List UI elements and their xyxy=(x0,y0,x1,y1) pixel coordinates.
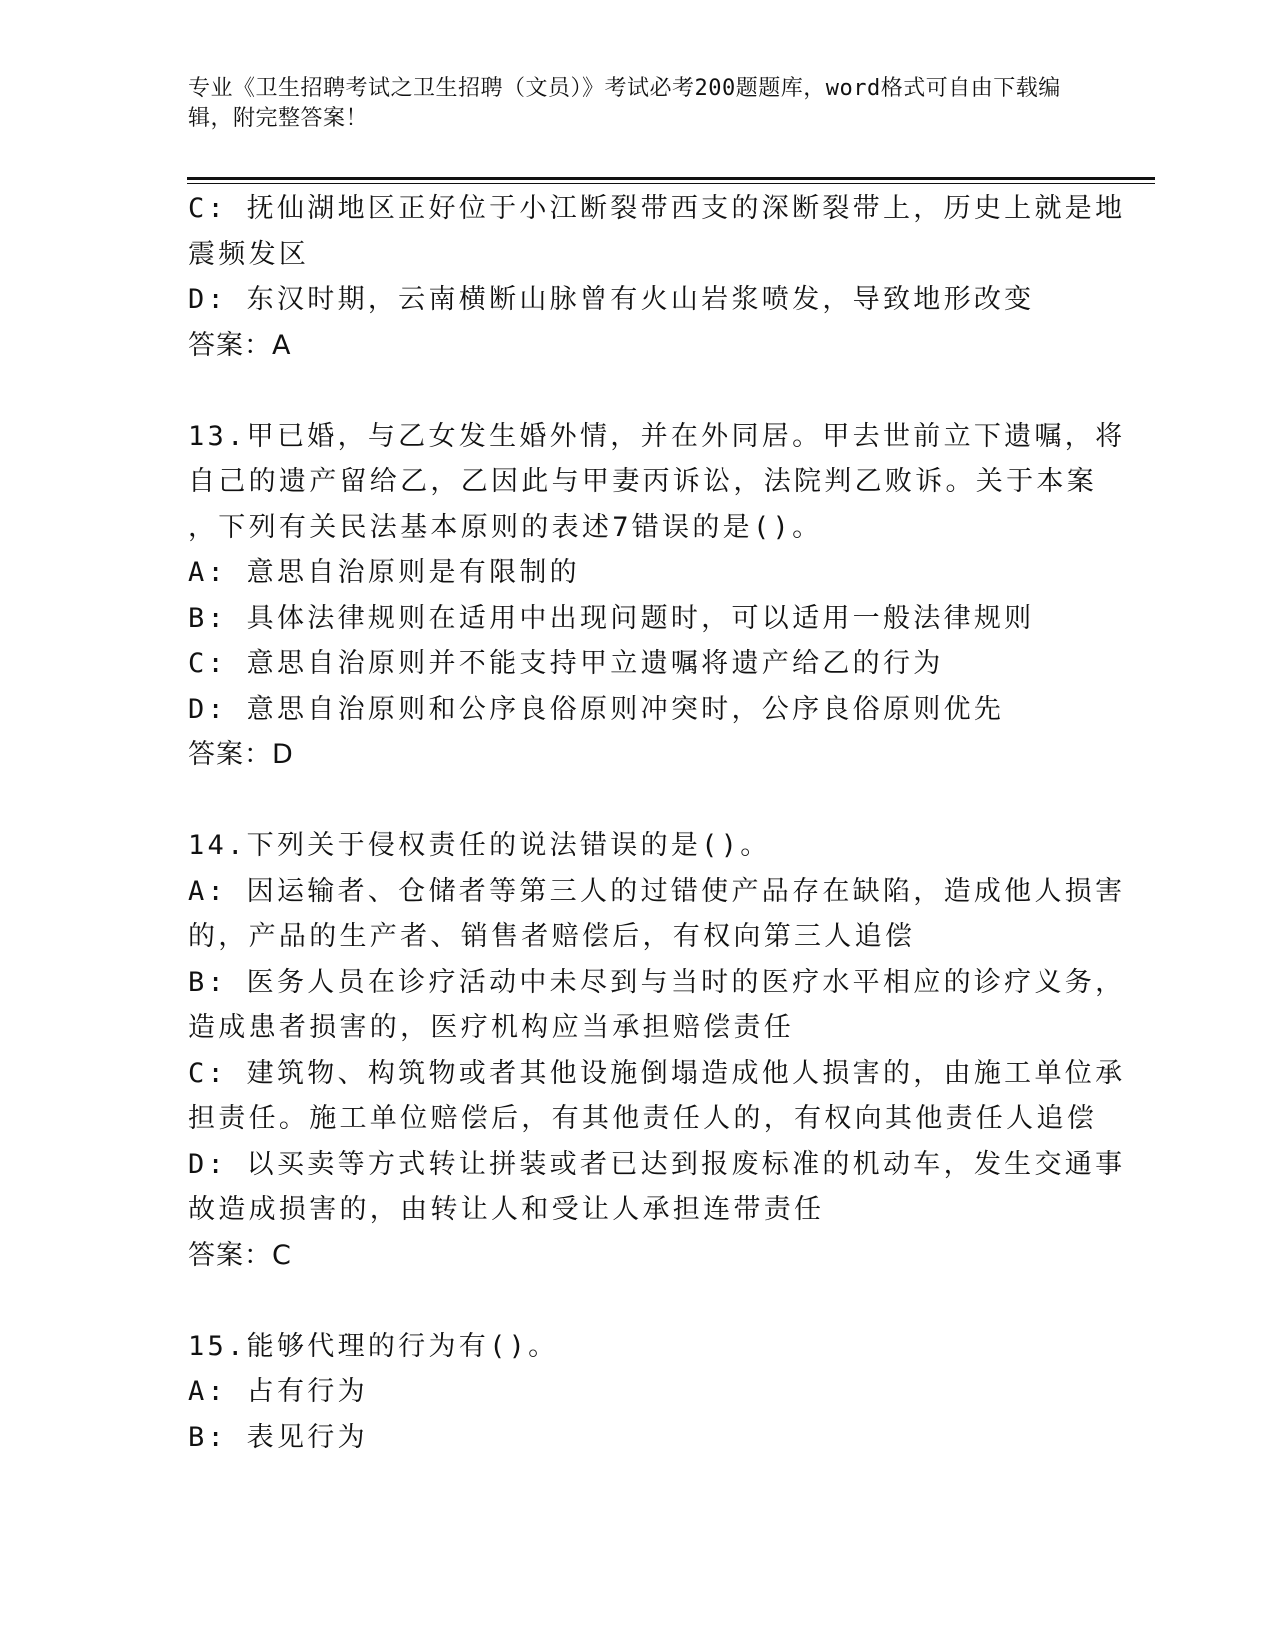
q15-option-a: A: 占有行为 xyxy=(188,1376,368,1407)
q14-stem: 14.下列关于侵权责任的说法错误的是()。 xyxy=(188,830,771,861)
q14-option-b-line1: B: 医务人员在诊疗活动中未尽到与当时的医疗水平相应的诊疗义务， xyxy=(188,966,1126,998)
q14-option-d-line2: 故造成损害的，由转让人和受让人承担连带责任 xyxy=(188,1194,825,1225)
q13-option-c: C: 意思自治原则并不能支持甲立遗嘱将遗产给乙的行为 xyxy=(188,648,944,679)
q12-answer: 答案：A xyxy=(188,329,292,361)
q14-option-a-line2: 的，产品的生产者、销售者赔偿后，有权向第三人追偿 xyxy=(188,921,916,952)
document-header: 专业《卫生招聘考试之卫生招聘（文员）》考试必考200题题库，word格式可自由下载编辑，附完整答案！ xyxy=(188,76,1061,131)
q13-stem-line1: 13.甲已婚，与乙女发生婚外情，并在外同居。甲去世前立下遗嘱，将 xyxy=(188,420,1126,452)
header-divider-thin xyxy=(187,183,1155,184)
spacer xyxy=(188,778,1088,824)
q15-option-b: B: 表见行为 xyxy=(188,1421,368,1453)
q13-option-d: D: 意思自治原则和公序良俗原则冲突时，公序良俗原则优先 xyxy=(188,693,1005,725)
q15-stem: 15.能够代理的行为有()。 xyxy=(188,1330,559,1362)
q14-option-c-line2: 担责任。施工单位赔偿后，有其他责任人的，有权向其他责任人追偿 xyxy=(188,1103,1097,1134)
spacer xyxy=(188,368,1088,414)
question-content xyxy=(188,186,1126,1460)
spacer xyxy=(188,1278,1088,1324)
q13-answer: 答案：D xyxy=(188,739,294,770)
q13-stem-line2: 自己的遗产留给乙，乙因此与甲妻丙诉讼，法院判乙败诉。关于本案 xyxy=(188,466,1097,497)
q14-option-a-line1: A: 因运输者、仓储者等第三人的过错使产品存在缺陷，造成他人损害 xyxy=(188,875,1126,907)
q14-answer: 答案：C xyxy=(188,1239,292,1271)
q14-option-b-line2: 造成患者损害的，医疗机构应当承担赔偿责任 xyxy=(188,1012,794,1043)
header-divider-thick xyxy=(187,177,1155,180)
q13-option-a: A: 意思自治原则是有限制的 xyxy=(188,557,580,588)
q13-option-b: B: 具体法律规则在适用中出现问题时，可以适用一般法律规则 xyxy=(188,602,1035,634)
q12-option-c-line1: C: 抚仙湖地区正好位于小江断裂带西支的深断裂带上，历史上就是地 xyxy=(188,193,1126,224)
q12-option-c-line2: 震频发区 xyxy=(188,238,310,270)
q14-option-d-line1: D: 以买卖等方式转让拼装或者已达到报废标准的机动车，发生交通事 xyxy=(188,1148,1126,1180)
q12-option-d: D: 东汉时期，云南横断山脉曾有火山岩浆喷发，导致地形改变 xyxy=(188,284,1035,315)
q14-option-c-line1: C: 建筑物、构筑物或者其他设施倒塌造成他人损害的，由施工单位承 xyxy=(188,1057,1126,1089)
q13-stem-line3: ，下列有关民法基本原则的表述7错误的是()。 xyxy=(188,511,823,543)
